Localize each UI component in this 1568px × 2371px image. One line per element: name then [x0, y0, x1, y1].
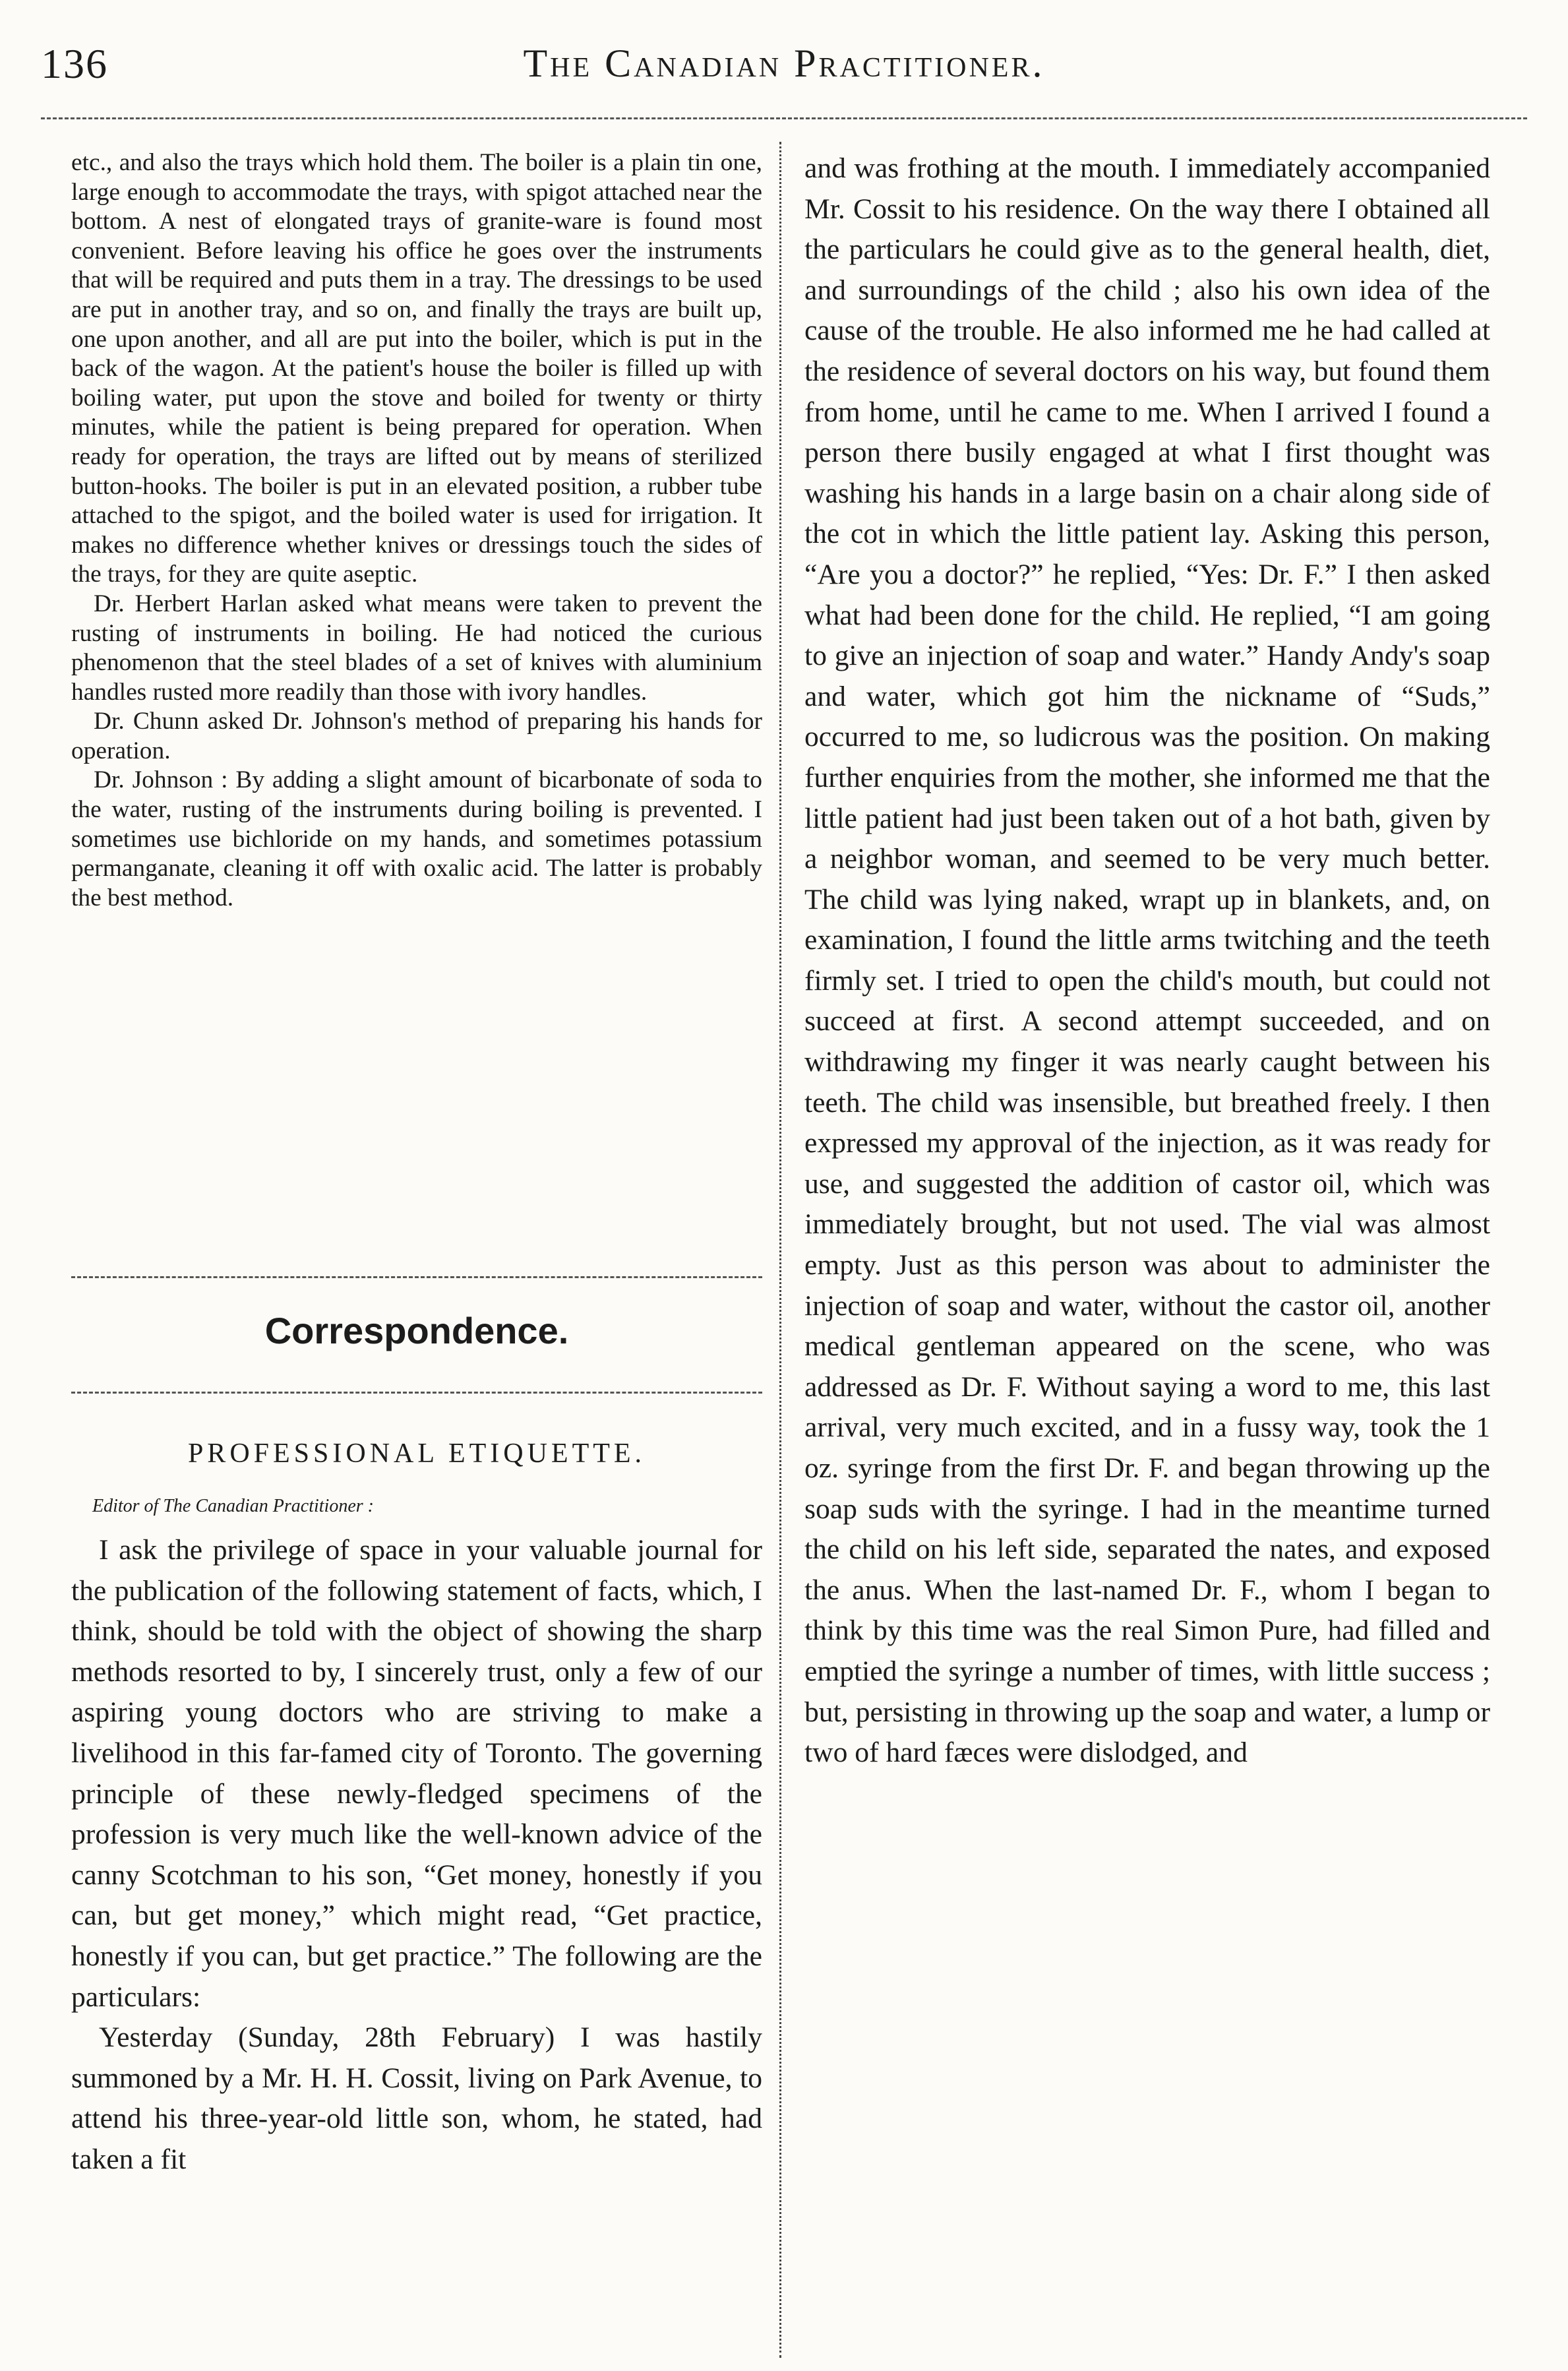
discussion-column — [71, 148, 762, 913]
page-number: 136 — [41, 40, 108, 87]
paragraph: and was frothing at the mouth. I immediately accompanied Mr. Cossit to his residence. On the way there I obtained all the particulars he could give as to the general health, diet, and surroundings of the child ; also his own idea of the cause of the trouble. He also informed me he had called at the residence of several doctors on his way, but found them from home, until he came to me. When I arrived I found a person there busily engaged at what I first thought was washing his hands in a large basin on a chair along side of the cot in which the little patient lay. Asking this person, “Are you a doctor?” he replied, “Yes: Dr. F.” I then asked what had been done for the child. He replied, “I am going to give an injection of soap and water.” Handy Andy's soap and water, which got him the nickname of “Suds,” occurred to me, so ludicrous was the position. On making further enquiries from the mother, she informed me that the little patient had just been taken out of a hot bath, given by a neighbor woman, and seemed to be very much better. The child was lying naked, wrapt up in blankets, and, on examination, I found the little arms twitching and the teeth firmly set. I tried to open the child's mouth, but could not succeed at first. A second attempt succeeded, and on withdrawing my finger it was nearly caught between his teeth. The child was insensible, but breathed freely. I then expressed my approval of the injection, as it was ready for use, and suggested the addition of castor oil, which was immediately brought, but not used. The vial was almost empty. Just as this person was about to administer the injection of soap and water, without the castor oil, another medical gentleman appeared on the scene, who was addressed as Dr. F. Without saying a word to me, this last arrival, very much excited, and in a fussy way, took the 1 oz. syringe from the first Dr. F. and began throwing up the soap suds with the syringe. I had in the meantime turned the child on his left side, separated the nates, and exposed the anus. When the last-named Dr. F., whom I began to think by this time was the real Simon Pure, had filled and emptied the syringe a number of times, with little success ; but, persisting in throwing up the soap and water, a lump or two of hard fæces were dislodged, and — [804, 152, 1490, 1769]
section-rule-top — [71, 1276, 762, 1278]
article-title: PROFESSIONAL ETIQUETTE. — [187, 1438, 646, 1469]
paragraph: etc., and also the trays which hold them. The boiler is a plain tin one, large enough to accommodate the trays, with spigot attached near the bottom. A nest of elongated trays of granite-ware is found most convenient. Before leaving his office he goes over the instruments that will be required and puts them in a tray. The dressings to be used are put in another tray, and so on, and finally the trays are built up, one upon another, and all are put into the boiler, which is put in the back of the wagon. At the patient's house the boiler is filled up with boiling water, put upon the stove and boiled for twenty or thirty minutes, while the patient is being prepared for operation. When ready for operation, the trays are lifted out by means of sterilized button-hooks. The boiler is put in an elevated position, a rubber tube attached to the spigot, and the boiled water is used for irrigation. It makes no difference whether knives or dressings touch the sides of the trays, for they are quite aseptic. — [71, 149, 762, 588]
letter-column-left — [71, 1530, 762, 2180]
paragraph: Yesterday (Sunday, 28th February) I was hastily summoned by a Mr. H. H. Cossit, living on Park Avenue, to attend his three-year-old little son, whom, he stated, had taken a fit — [71, 2021, 762, 2175]
running-title: The Canadian Practitioner. — [523, 42, 1045, 85]
section-rule-bottom — [71, 1392, 762, 1394]
paragraph: Dr. Johnson : By adding a slight amount of bicarbonate of soda to the water, rusting of the instruments during boiling is prevented. I sometimes use bichloride on my hands, and sometimes potassium permanganate, cleaning it off with oxalic acid. The latter is probably the best method. — [71, 766, 762, 911]
header-rule — [41, 117, 1527, 119]
paragraph: I ask the privilege of space in your valuable journal for the publication of the following statement of facts, which, I think, should be told with the object of showing the sharp methods resorted to by, I sincerely trust, only a few of our aspiring young doctors who are striving to make a livelihood in this far-famed city of Toronto. The governing principle of these newly-fledged specimens of the profession is very much like the well-known advice of the canny Scotchman to his son, “Get money, honestly if you can, but get money,” which might read, “Get practice, honestly if you can, but get practice.” The following are the particulars: — [71, 1534, 762, 2013]
salutation: Editor of The Canadian Practitioner : — [92, 1496, 374, 1516]
section-heading: Correspondence. — [264, 1310, 569, 1351]
paragraph: Dr. Chunn asked Dr. Johnson's method of preparing his hands for operation. — [71, 708, 762, 764]
column-divider — [779, 142, 781, 2358]
letter-column-right — [804, 148, 1490, 1773]
page-header — [41, 40, 1527, 112]
paragraph: Dr. Herbert Harlan asked what means were taken to prevent the rusting of instruments in boiling. He had noticed the curious phenomenon that the steel blades of a set of knives with aluminium handles rusted more readily than those with ivory handles. — [71, 590, 762, 706]
